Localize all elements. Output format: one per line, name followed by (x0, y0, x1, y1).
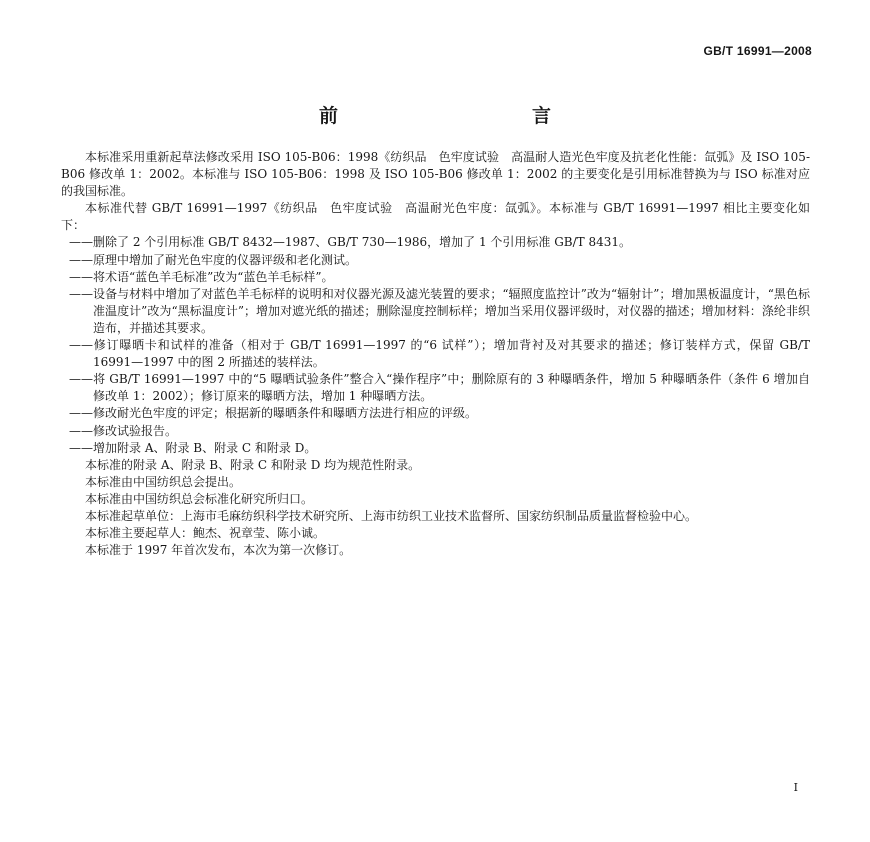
paragraph-centralizer: 本标准由中国纺织总会标准化研究所归口。 (85, 491, 314, 506)
change-item: ——设备与材料中增加了对蓝色羊毛标样的说明和对仪器光源及滤光装置的要求；“辐照度监控计”改为“辐射计”；增加黑板温度计，“黑色标准温度计”改为“黑标温度计”；增加对遮光纸的描述；删除湿度控制标样；增加当采用仪器评级时，对仪器的描述；增加材料：涤纶非织造布，并描述其要求。 (69, 286, 810, 335)
change-item: ——增加附录 A、附录 B、附录 C 和附录 D。 (69, 440, 317, 455)
paragraph-annexes: 本标准的附录 A、附录 B、附录 C 和附录 D 均为规范性附录。 (85, 457, 421, 472)
page-number: I (793, 781, 798, 794)
paragraph-proposer: 本标准由中国纺织总会提出。 (85, 474, 242, 489)
page-title: 前 言 (318, 105, 603, 127)
change-item: ——将 GB/T 16991—1997 中的“5 曝晒试验条件”整合入“操作程序”中；删除原有的 3 种曝晒条件，增加 5 种曝晒条件（条件 6 增加自修改单 1：2002）；修订原来的曝晒方法，增加 1 种曝晒方法。 (69, 372, 810, 404)
paragraph-adoption: 本标准采用重新起草法修改采用 ISO 105-B06：1998《纺织品 色牢度试验 高温耐人造光色牢度及抗老化性能：氙弧》及 ISO 105-B06 修改单 1：2002。本标准与 ISO 105-B06：1998 及 ISO 105-B06 修改单 1：2002 的主要变化是引用标准替换为与 ISO 标准对应的我国标准。 (61, 150, 810, 199)
foreword-body (61, 149, 810, 559)
change-item: ——原理中增加了耐光色牢度的仪器评级和老化测试。 (69, 252, 358, 267)
paragraph-history: 本标准于 1997 年首次发布，本次为第一次修订。 (85, 543, 352, 558)
paragraph-drafters: 本标准主要起草人：鲍杰、祝章莹、陈小诚。 (85, 526, 326, 541)
paragraph-replacement: 本标准代替 GB/T 16991—1997《纺织品 色牢度试验 高温耐光色牢度：氙弧》。本标准与 GB/T 16991—1997 相比主要变化如下： (61, 201, 810, 233)
change-item: ——修订曝晒卡和试样的准备（相对于 GB/T 16991—1997 的“6 试样”）；增加背衬及对其要求的描述；修订装样方式，保留 GB/T 16991—1997 中的图 2 所描述的装样法。 (69, 338, 810, 370)
change-item: ——修改试验报告。 (69, 423, 178, 438)
paragraph-drafting-units: 本标准起草单位：上海市毛麻纺织科学技术研究所、上海市纺织工业技术监督所、国家纺织制品质量监督检验中心。 (85, 508, 698, 523)
change-item: ——将术语“蓝色羊毛标准”改为“蓝色羊毛标样”。 (69, 269, 334, 284)
change-item: ——删除了 2 个引用标准 GB/T 8432—1987、GB/T 730—1986，增加了 1 个引用标准 GB/T 8431。 (69, 235, 632, 250)
standard-code: GB/T 16991—2008 (703, 44, 812, 58)
change-item: ——修改耐光色牢度的评定；根据新的曝晒条件和曝晒方法进行相应的评级。 (69, 406, 478, 421)
